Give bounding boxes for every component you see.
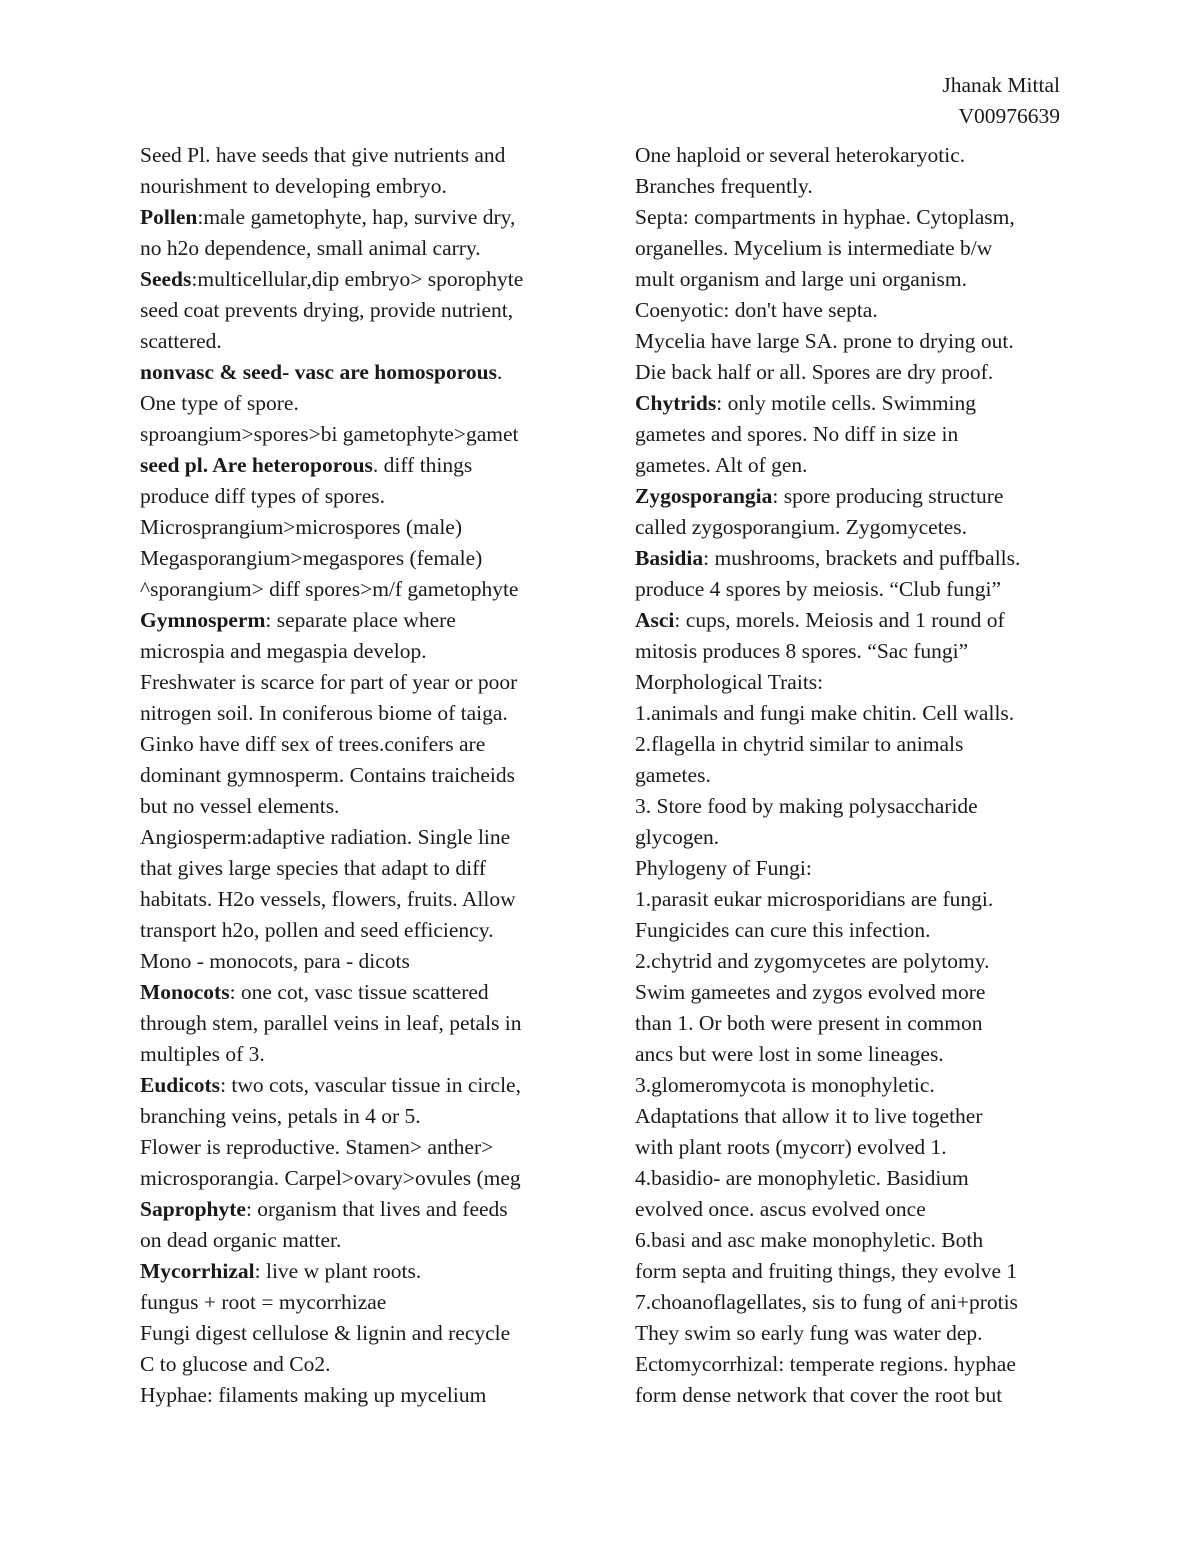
text-line xyxy=(635,1039,1065,1070)
line-text: : separate place where xyxy=(265,608,456,632)
line-text: Flower is reproductive. Stamen> anther> xyxy=(140,1135,494,1159)
text-line xyxy=(635,977,1065,1008)
line-text: :male gametophyte, hap, survive dry, xyxy=(197,205,516,229)
line-text: sproangium>spores>bi gametophyte>gamet xyxy=(140,422,519,446)
text-line xyxy=(140,636,570,667)
text-line xyxy=(635,1287,1065,1318)
line-text: Swim gameetes and zygos evolved more xyxy=(635,980,986,1004)
line-text: . diff things xyxy=(372,453,473,477)
text-line xyxy=(140,1163,570,1194)
text-line xyxy=(635,1101,1065,1132)
line-text: 6.basi and asc make monophyletic. Both xyxy=(635,1228,984,1252)
line-text: habitats. H2o vessels, flowers, fruits. Allow xyxy=(140,887,516,911)
text-line xyxy=(635,1225,1065,1256)
line-text: : only motile cells. Swimming xyxy=(716,391,977,415)
line-text: microspia and megaspia develop. xyxy=(140,639,427,663)
text-line xyxy=(635,233,1065,264)
bold-term: Mycorrhizal xyxy=(140,1259,255,1283)
bold-term: Chytrids xyxy=(635,391,717,415)
text-line xyxy=(140,1039,570,1070)
text-line xyxy=(140,1194,570,1225)
text-line xyxy=(140,543,570,574)
line-text: Microsprangium>microspores (male) xyxy=(140,515,462,539)
text-line xyxy=(140,946,570,977)
text-line xyxy=(635,295,1065,326)
text-line xyxy=(140,853,570,884)
text-line xyxy=(635,512,1065,543)
text-line xyxy=(635,946,1065,977)
bold-term: Monocots xyxy=(140,980,230,1004)
line-text: ancs but were lost in some lineages. xyxy=(635,1042,944,1066)
line-text: through stem, parallel veins in leaf, petals in xyxy=(140,1011,522,1035)
line-text: nourishment to developing embryo. xyxy=(140,174,447,198)
text-line xyxy=(140,1256,570,1287)
bold-term: Zygosporangia xyxy=(635,484,773,508)
text-line xyxy=(140,791,570,822)
text-line xyxy=(140,1225,570,1256)
line-text: produce 4 spores by meiosis. “Club fungi” xyxy=(635,577,1002,601)
text-line xyxy=(140,357,570,388)
line-text: gametes. Alt of gen. xyxy=(635,453,808,477)
bold-term: seed pl. Are heteroporous xyxy=(140,453,373,477)
line-text: nitrogen soil. In coniferous biome of taiga. xyxy=(140,701,508,725)
line-text: scattered. xyxy=(140,329,222,353)
line-text: Megasporangium>megaspores (female) xyxy=(140,546,483,570)
text-line xyxy=(635,140,1065,171)
bold-term: Saprophyte xyxy=(140,1197,246,1221)
text-line xyxy=(140,1349,570,1380)
text-line xyxy=(635,326,1065,357)
bold-term: Basidia xyxy=(635,546,704,570)
left-column xyxy=(140,140,570,1411)
line-text: 2.chytrid and zygomycetes are polytomy. xyxy=(635,949,990,973)
author-name: Jhanak Mittal xyxy=(942,73,1060,97)
line-text: They swim so early fung was water dep. xyxy=(635,1321,983,1345)
bold-term: Asci xyxy=(635,608,675,632)
text-line xyxy=(140,977,570,1008)
text-line xyxy=(140,295,570,326)
text-line xyxy=(635,1070,1065,1101)
line-text: : organism that lives and feeds xyxy=(245,1197,508,1221)
text-line xyxy=(635,419,1065,450)
line-text: Die back half or all. Spores are dry proof. xyxy=(635,360,994,384)
line-text: . xyxy=(496,360,503,384)
line-text: Mono - monocots, para - dicots xyxy=(140,949,410,973)
text-line xyxy=(635,202,1065,233)
line-text: : live w plant roots. xyxy=(254,1259,422,1283)
text-line xyxy=(140,419,570,450)
line-text: Morphological Traits: xyxy=(635,670,824,694)
text-line xyxy=(635,1194,1065,1225)
line-text: 7.choanoflagellates, sis to fung of ani+protis xyxy=(635,1290,1018,1314)
text-line xyxy=(635,884,1065,915)
line-text: but no vessel elements. xyxy=(140,794,340,818)
line-text: that gives large species that adapt to diff xyxy=(140,856,487,880)
line-text: multiples of 3. xyxy=(140,1042,265,1066)
text-line xyxy=(140,884,570,915)
line-text: gametes and spores. No diff in size in xyxy=(635,422,959,446)
text-line xyxy=(635,853,1065,884)
text-line xyxy=(140,1070,570,1101)
text-line xyxy=(140,264,570,295)
line-text: ^sporangium> diff spores>m/f gametophyte xyxy=(140,577,519,601)
line-text: called zygosporangium. Zygomycetes. xyxy=(635,515,967,539)
document-header xyxy=(942,70,1060,132)
text-line xyxy=(635,357,1065,388)
text-line xyxy=(140,1380,570,1411)
text-line xyxy=(635,1318,1065,1349)
line-text: One type of spore. xyxy=(140,391,299,415)
line-text: mult organism and large uni organism. xyxy=(635,267,968,291)
bold-term: Seeds xyxy=(140,267,192,291)
text-line xyxy=(140,481,570,512)
text-line xyxy=(635,1132,1065,1163)
line-text: no h2o dependence, small animal carry. xyxy=(140,236,481,260)
line-text: fungus + root = mycorrhizae xyxy=(140,1290,387,1314)
line-text: evolved once. ascus evolved once xyxy=(635,1197,926,1221)
line-text: Seed Pl. have seeds that give nutrients and xyxy=(140,143,506,167)
text-line xyxy=(635,605,1065,636)
text-line xyxy=(140,233,570,264)
text-line xyxy=(635,1008,1065,1039)
bold-term: Gymnosperm xyxy=(140,608,266,632)
line-text: : mushrooms, brackets and puffballs. xyxy=(703,546,1021,570)
line-text: :multicellular,dip embryo> sporophyte xyxy=(191,267,524,291)
bold-term: nonvasc & seed- vasc are homosporous xyxy=(140,360,497,384)
text-line xyxy=(635,1349,1065,1380)
line-text: One haploid or several heterokaryotic. xyxy=(635,143,966,167)
text-line xyxy=(635,760,1065,791)
text-line xyxy=(140,698,570,729)
line-text: with plant roots (mycorr) evolved 1. xyxy=(635,1135,947,1159)
line-text: gametes. xyxy=(635,763,711,787)
text-line xyxy=(635,698,1065,729)
text-line xyxy=(635,636,1065,667)
text-line xyxy=(635,543,1065,574)
line-text: than 1. Or both were present in common xyxy=(635,1011,983,1035)
line-text: : two cots, vascular tissue in circle, xyxy=(220,1073,521,1097)
line-text: form septa and fruiting things, they evolve 1 xyxy=(635,1259,1018,1283)
text-line xyxy=(635,171,1065,202)
text-line xyxy=(140,326,570,357)
line-text: 1.parasit eukar microsporidians are fungi. xyxy=(635,887,994,911)
line-text: Freshwater is scarce for part of year or poor xyxy=(140,670,518,694)
text-line xyxy=(140,1287,570,1318)
text-line xyxy=(140,915,570,946)
line-text: Adaptations that allow it to live together xyxy=(635,1104,983,1128)
line-text: mitosis produces 8 spores. “Sac fungi” xyxy=(635,639,969,663)
line-text: Hyphae: filaments making up mycelium xyxy=(140,1383,487,1407)
line-text: 3.glomeromycota is monophyletic. xyxy=(635,1073,935,1097)
text-line xyxy=(140,605,570,636)
text-line xyxy=(140,822,570,853)
line-text: Mycelia have large SA. prone to drying out. xyxy=(635,329,1014,353)
text-line xyxy=(140,574,570,605)
text-line xyxy=(635,915,1065,946)
line-text: seed coat prevents drying, provide nutrient, xyxy=(140,298,514,322)
line-text: 1.animals and fungi make chitin. Cell walls. xyxy=(635,701,1015,725)
line-text: Phylogeny of Fungi: xyxy=(635,856,812,880)
line-text: glycogen. xyxy=(635,825,720,849)
line-text: organelles. Mycelium is intermediate b/w xyxy=(635,236,993,260)
text-line xyxy=(635,574,1065,605)
line-text: 4.basidio- are monophyletic. Basidium xyxy=(635,1166,969,1190)
line-text: dominant gymnosperm. Contains traicheids xyxy=(140,763,516,787)
text-line xyxy=(140,140,570,171)
line-text: 2.flagella in chytrid similar to animals xyxy=(635,732,964,756)
text-line xyxy=(140,512,570,543)
text-line xyxy=(635,791,1065,822)
line-text: Coenyotic: don't have septa. xyxy=(635,298,878,322)
text-line xyxy=(140,667,570,698)
right-column xyxy=(635,140,1065,1411)
text-line xyxy=(635,1380,1065,1411)
text-line xyxy=(140,1318,570,1349)
line-text: produce diff types of spores. xyxy=(140,484,386,508)
line-text: Ginko have diff sex of trees.conifers are xyxy=(140,732,486,756)
line-text: Fungicides can cure this infection. xyxy=(635,918,931,942)
text-line xyxy=(635,481,1065,512)
line-text: : one cot, vasc tissue scattered xyxy=(229,980,489,1004)
text-line xyxy=(140,1101,570,1132)
line-text: : cups, morels. Meiosis and 1 round of xyxy=(674,608,1005,632)
text-line xyxy=(140,450,570,481)
line-text: C to glucose and Co2. xyxy=(140,1352,331,1376)
line-text: Angiosperm:adaptive radiation. Single line xyxy=(140,825,511,849)
line-text: microsporangia. Carpel>ovary>ovules (meg xyxy=(140,1166,521,1190)
text-line xyxy=(140,729,570,760)
text-line xyxy=(635,667,1065,698)
line-text: Septa: compartments in hyphae. Cytoplasm, xyxy=(635,205,1015,229)
text-line xyxy=(140,1132,570,1163)
line-text: Branches frequently. xyxy=(635,174,813,198)
text-line xyxy=(635,729,1065,760)
text-line xyxy=(140,760,570,791)
bold-term: Eudicots xyxy=(140,1073,221,1097)
line-text: branching veins, petals in 4 or 5. xyxy=(140,1104,421,1128)
text-line xyxy=(635,450,1065,481)
text-line xyxy=(140,171,570,202)
text-line xyxy=(635,1163,1065,1194)
text-line xyxy=(635,388,1065,419)
text-line xyxy=(635,822,1065,853)
line-text: 3. Store food by making polysaccharide xyxy=(635,794,978,818)
bold-term: Pollen xyxy=(140,205,198,229)
line-text: on dead organic matter. xyxy=(140,1228,342,1252)
text-line xyxy=(140,202,570,233)
text-line xyxy=(635,264,1065,295)
line-text: form dense network that cover the root but xyxy=(635,1383,1003,1407)
student-id: V00976639 xyxy=(958,104,1060,128)
line-text: Fungi digest cellulose & lignin and recycle xyxy=(140,1321,511,1345)
text-line xyxy=(140,1008,570,1039)
line-text: : spore producing structure xyxy=(772,484,1004,508)
line-text: Ectomycorrhizal: temperate regions. hyphae xyxy=(635,1352,1016,1376)
text-line xyxy=(140,388,570,419)
line-text: transport h2o, pollen and seed efficiency. xyxy=(140,918,494,942)
text-line xyxy=(635,1256,1065,1287)
